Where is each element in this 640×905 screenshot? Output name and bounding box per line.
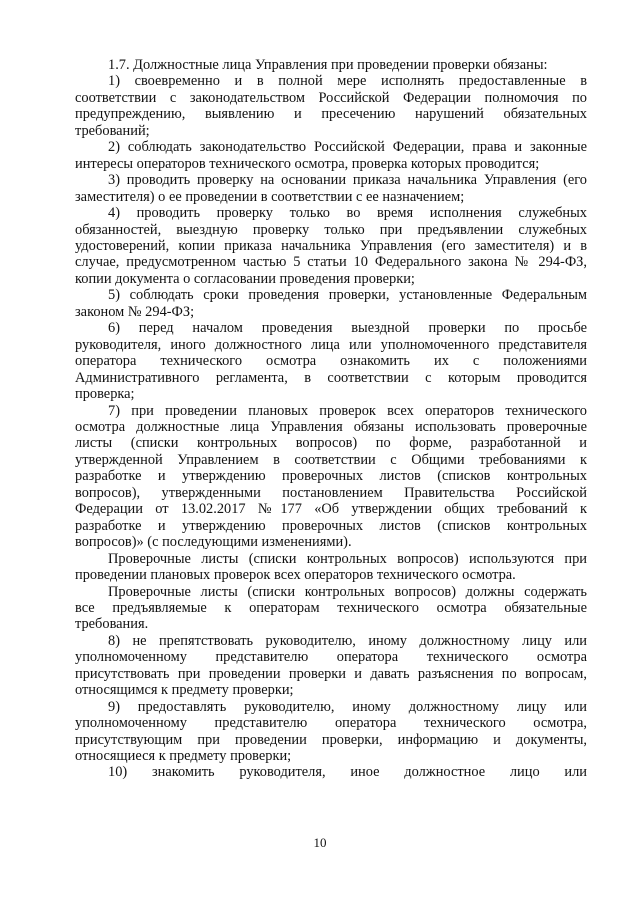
text-line: 6) перед началом проведения выездной проверки по просьбе <box>108 320 587 337</box>
text-line: законом № 294-ФЗ; <box>75 303 195 320</box>
text-line: интересы операторов технического осмотра, проверка которых проводится; <box>75 155 540 172</box>
paragraph-item-7 <box>75 403 587 551</box>
text-line: оператора технического осмотра ознакомить их с положениями <box>75 353 587 370</box>
text-line: 8) не препятствовать руководителю, иному должностному лицу или <box>108 632 587 649</box>
text-line: предупреждению, выявлению и пресечению нарушений обязательных <box>75 106 587 123</box>
text-line: требований; <box>75 122 150 139</box>
text-line: заместителя) о ее проведении в соответствии с ее назначением; <box>75 188 465 205</box>
text-line: 9) предоставлять руководителю, иному должностному лицу или <box>108 698 587 715</box>
paragraph-section-1-7-heading <box>75 57 587 73</box>
text-line: 7) при проведении плановых проверок всех операторов технического <box>108 402 587 419</box>
text-line: 10) знакомить руководителя, иное должностное лицо или <box>108 764 587 781</box>
text-line: 2) соблюдать законодательство Российской Федерации, права и законные <box>108 139 587 156</box>
text-line: вопросов)» (с последующими изменениями). <box>75 534 352 551</box>
text-line: проверка; <box>75 386 135 403</box>
paragraph-item-10 <box>75 764 587 780</box>
paragraph-checklists-usage <box>75 551 587 584</box>
text-line: разработке и утверждению проверочных листов (списков контрольных <box>75 468 587 485</box>
paragraph-item-8 <box>75 633 587 699</box>
text-line: разработке и утверждению проверочных листов (списков контрольных <box>75 517 587 534</box>
text-line: относящиеся к предмету проверки; <box>75 748 292 765</box>
text-line: Административного регламента, в соответствии с которым проводится <box>75 369 587 386</box>
text-line: уполномоченному представителю оператора технического осмотра <box>75 649 587 666</box>
paragraph-item-2 <box>75 139 587 172</box>
text-line: относящимся к предмету проверки; <box>75 682 294 699</box>
text-line: требования. <box>75 616 149 633</box>
text-line: утвержденной Управлением в соответствии с Общими требованиями к <box>75 451 587 468</box>
text-line: проведении плановых проверок всех операторов технического осмотра. <box>75 567 516 584</box>
text-line: Проверочные листы (списки контрольных вопросов) используются при <box>108 550 587 567</box>
paragraph-item-5 <box>75 287 587 320</box>
text-line: Проверочные листы (списки контрольных вопросов) должны содержать <box>108 583 587 600</box>
text-line: Федерации от 13.02.2017 №177 «Об утверждении общих требований к <box>75 501 587 518</box>
paragraph-item-1 <box>75 73 587 139</box>
text-line: 1.7. Должностные лица Управления при проведении проверки обязаны: <box>108 57 548 73</box>
text-line: листы (списки контрольных вопросов) по форме, разработанной и <box>75 435 587 452</box>
text-line: случае, предусмотренном частью 5 статьи 10 Федерального закона № 294-ФЗ, <box>75 254 587 271</box>
text-line: 1) своевременно и в полной мере исполнять предоставленные в <box>108 73 587 90</box>
paragraph-item-6 <box>75 320 587 402</box>
text-line: удостоверений, копии приказа начальника Управления (его заместителя) и в <box>75 237 587 254</box>
text-line: 5) соблюдать сроки проведения проверки, установленные Федеральным <box>108 287 587 304</box>
paragraph-checklists-content <box>75 584 587 633</box>
text-line: все предъявляемые к операторам технического осмотра обязательные <box>75 599 587 616</box>
text-line: присутствующим при проведении проверки, информацию и документы, <box>75 731 587 748</box>
text-line: руководителя, иного должностного лица или уполномоченного представителя <box>75 336 587 353</box>
text-line: 4) проводить проверку только во время исполнения служебных <box>108 205 587 222</box>
paragraph-item-9 <box>75 699 587 765</box>
text-line: соответствии с законодательством Российской Федерации полномочия по <box>75 89 587 106</box>
text-line: 3) проводить проверку на основании приказа начальника Управления (его <box>108 172 587 189</box>
text-line: копии документа о согласовании проведения проверки; <box>75 270 415 287</box>
text-line: осмотра должностные лица Управления обязаны использовать проверочные <box>75 418 587 435</box>
page-number: 10 <box>313 835 327 850</box>
text-line: обязанностей, выездную проверку только при предъявлении служебных <box>75 221 587 238</box>
paragraph-item-4 <box>75 205 587 287</box>
document-page <box>75 57 587 781</box>
text-line: уполномоченному представителю оператора технического осмотра, <box>75 715 587 732</box>
text-line: присутствовать при проведении проверки и давать разъяснения по вопросам, <box>75 665 587 682</box>
text-line: вопросов), утвержденными постановлением Правительства Российской <box>75 484 587 501</box>
paragraph-item-3 <box>75 172 587 205</box>
